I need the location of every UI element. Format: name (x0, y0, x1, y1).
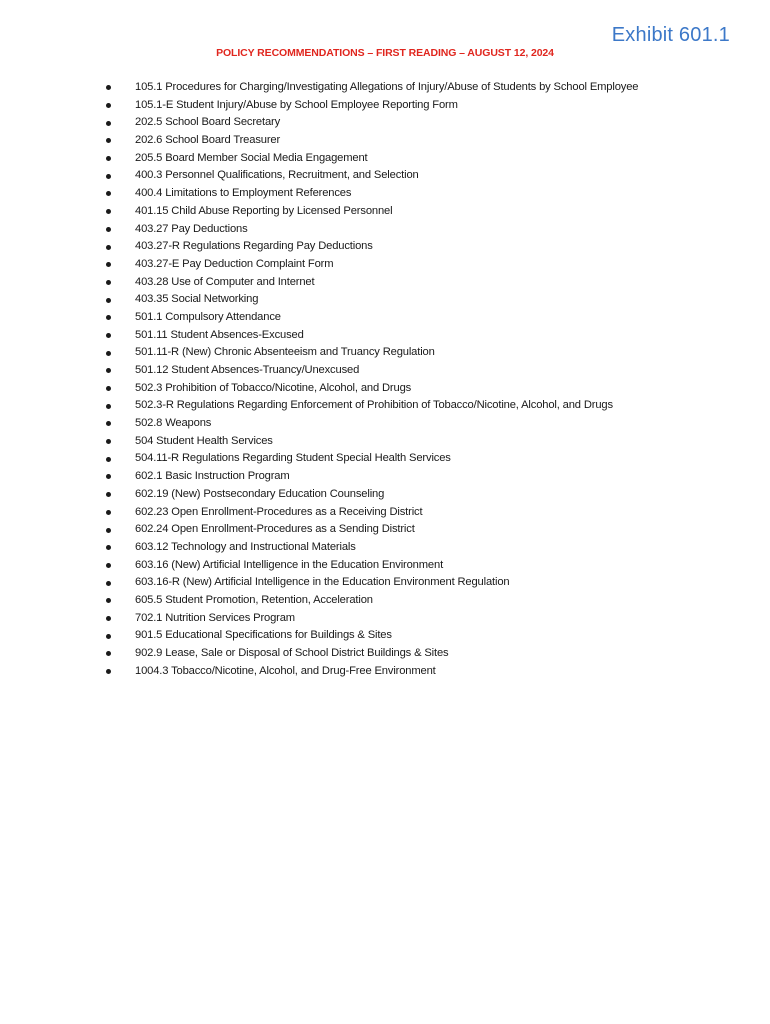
bullet-icon (106, 103, 111, 108)
policy-item-text: 403.27-E Pay Deduction Complaint Form (135, 257, 334, 270)
policy-item-text: 403.27 Pay Deductions (135, 222, 248, 235)
policy-item-text: 403.35 Social Networking (135, 293, 259, 306)
list-item (106, 327, 638, 345)
bullet-icon (106, 634, 111, 639)
bullet-icon (106, 298, 111, 303)
bullet-icon (106, 191, 111, 196)
list-item (106, 433, 638, 451)
bullet-icon (106, 528, 111, 533)
list-item (106, 114, 638, 132)
list-item (106, 97, 638, 115)
list-item (106, 592, 638, 610)
policy-item-text: 502.8 Weapons (135, 417, 212, 430)
policy-item-text: 501.1 Compulsory Attendance (135, 310, 281, 323)
list-item (106, 539, 638, 557)
list-item (106, 309, 638, 327)
list-item (106, 663, 638, 681)
policy-item-text: 605.5 Student Promotion, Retention, Acceleration (135, 593, 373, 606)
list-item (106, 504, 638, 522)
list-item (106, 468, 638, 486)
policy-item-text: 502.3-R Regulations Regarding Enforcement of Prohibition of Tobacco/Nicotine, Alcohol, and Drugs (135, 399, 613, 412)
policy-item-text: 504.11-R Regulations Regarding Student Special Health Services (135, 452, 451, 465)
bullet-icon (106, 386, 111, 391)
bullet-icon (106, 581, 111, 586)
bullet-icon (106, 404, 111, 409)
list-item (106, 167, 638, 185)
list-item (106, 291, 638, 309)
list-item (106, 450, 638, 468)
bullet-icon (106, 227, 111, 232)
bullet-icon (106, 245, 111, 250)
list-item (106, 221, 638, 239)
bullet-icon (106, 651, 111, 656)
list-item (106, 627, 638, 645)
list-item (106, 486, 638, 504)
exhibit-label: Exhibit 601.1 (611, 24, 730, 46)
policy-item-text: 401.15 Child Abuse Reporting by Licensed Personnel (135, 204, 393, 217)
policy-item-text: 403.27-R Regulations Regarding Pay Deductions (135, 240, 373, 253)
list-item (106, 185, 638, 203)
bullet-icon (106, 351, 111, 356)
list-item (106, 238, 638, 256)
bullet-icon (106, 598, 111, 603)
bullet-icon (106, 368, 111, 373)
bullet-icon (106, 510, 111, 515)
bullet-icon (106, 174, 111, 179)
list-item (106, 150, 638, 168)
bullet-icon (106, 669, 111, 674)
bullet-icon (106, 492, 111, 497)
list-item (106, 415, 638, 433)
policy-item-text: 502.3 Prohibition of Tobacco/Nicotine, Alcohol, and Drugs (135, 381, 412, 394)
bullet-icon (106, 457, 111, 462)
bullet-icon (106, 616, 111, 621)
list-item (106, 362, 638, 380)
policy-item-text: 603.16 (New) Artificial Intelligence in the Education Environment (135, 558, 444, 571)
policy-item-text: 105.1 Procedures for Charging/Investigating Allegations of Injury/Abuse of Students by School Employee (135, 81, 639, 93)
bullet-icon (106, 439, 111, 444)
policy-item-text: 602.1 Basic Instruction Program (135, 470, 290, 483)
list-item (106, 203, 638, 221)
bullet-icon (106, 315, 111, 320)
policy-item-text: 501.11-R (New) Chronic Absenteeism and Truancy Regulation (135, 346, 435, 359)
list-item (106, 344, 638, 362)
policy-item-text: 702.1 Nutrition Services Program (135, 611, 295, 624)
list-item (106, 557, 638, 575)
policy-item-text: 501.12 Student Absences-Truancy/Unexcused (135, 364, 360, 376)
list-item (106, 574, 638, 592)
policy-item-text: 202.6 School Board Treasurer (135, 134, 281, 147)
bullet-icon (106, 85, 111, 90)
policy-item-text: 501.11 Student Absences-Excused (135, 328, 304, 341)
list-item (106, 380, 638, 398)
bullet-icon (106, 474, 111, 479)
policy-item-text: 400.4 Limitations to Employment References (135, 187, 352, 200)
bullet-icon (106, 138, 111, 143)
list-item (106, 610, 638, 628)
bullet-icon (106, 121, 111, 126)
bullet-icon (106, 209, 111, 214)
bullet-icon (106, 280, 111, 285)
policy-item-text: 603.16-R (New) Artificial Intelligence in the Education Environment Regulation (135, 576, 510, 589)
policy-item-text: 504 Student Health Services (135, 434, 273, 447)
bullet-icon (106, 333, 111, 338)
bullet-icon (106, 563, 111, 568)
policy-item-text: 205.5 Board Member Social Media Engagement (135, 151, 368, 164)
policy-item-text: 901.5 Educational Specifications for Buildings & Sites (135, 629, 392, 642)
list-item (106, 132, 638, 150)
policy-list (106, 79, 638, 680)
list-item (106, 397, 638, 415)
bullet-icon (106, 421, 111, 426)
bullet-icon (106, 156, 111, 161)
bullet-icon (106, 545, 111, 550)
policy-item-text: 403.28 Use of Computer and Internet (135, 275, 315, 288)
policy-item-text: 902.9 Lease, Sale or Disposal of School District Buildings & Sites (135, 647, 449, 659)
policy-item-text: 602.19 (New) Postsecondary Education Counseling (135, 487, 385, 500)
policy-item-text: 602.24 Open Enrollment-Procedures as a Sending District (135, 523, 415, 536)
list-item (106, 521, 638, 539)
policy-item-text: 105.1-E Student Injury/Abuse by School Employee Reporting Form (135, 98, 458, 111)
policy-item-text: 202.5 School Board Secretary (135, 116, 281, 129)
list-item (106, 256, 638, 274)
policy-item-text: 602.23 Open Enrollment-Procedures as a Receiving District (135, 505, 423, 518)
list-item (106, 79, 638, 97)
policy-item-text: 1004.3 Tobacco/Nicotine, Alcohol, and Drug-Free Environment (135, 664, 436, 677)
list-item (106, 645, 638, 663)
policy-item-text: 400.3 Personnel Qualifications, Recruitment, and Selection (135, 169, 419, 182)
document-title: POLICY RECOMMENDATIONS – FIRST READING – AUGUST 12, 2024 (216, 47, 554, 59)
list-item (106, 274, 638, 292)
bullet-icon (106, 262, 111, 267)
policy-item-text: 603.12 Technology and Instructional Materials (135, 540, 356, 553)
